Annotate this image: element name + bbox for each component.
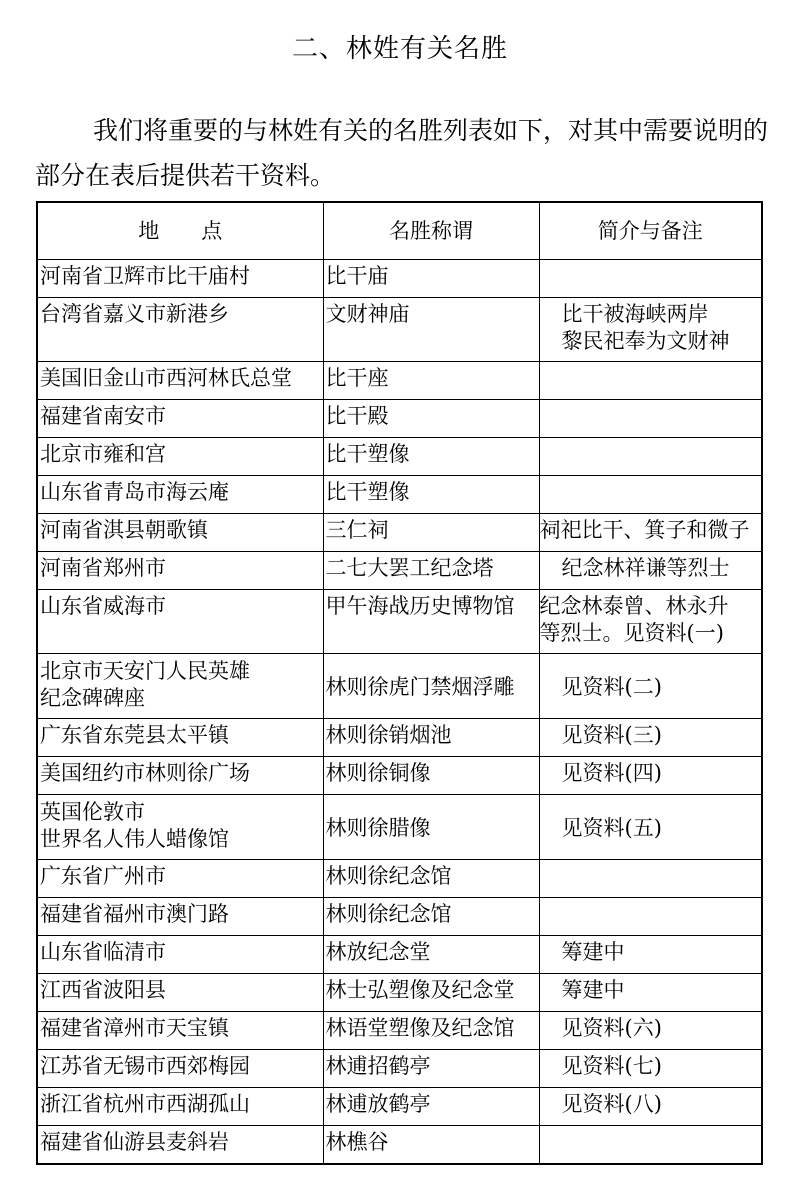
location-line: 山东省临清市 bbox=[40, 940, 166, 964]
cell-site-name: 二七大罢工纪念塔 bbox=[323, 552, 539, 590]
intro-paragraph: 我们将重要的与林姓有关的名胜列表如下，对其中需要说明的部分在表后提供若干资料。 bbox=[35, 116, 769, 190]
location-line: 美国纽约市林则徐广场 bbox=[40, 761, 250, 785]
cell-location bbox=[37, 1012, 323, 1050]
cell-location bbox=[37, 552, 323, 590]
cell-notes bbox=[539, 654, 762, 719]
cell-site-name: 比干殿 bbox=[323, 400, 539, 438]
note-line: 见资料(七) bbox=[561, 1054, 662, 1078]
table-row bbox=[37, 898, 762, 936]
note-line: 见资料(八) bbox=[561, 1092, 662, 1116]
cell-location bbox=[37, 1126, 323, 1165]
cell-site-name: 林则徐腊像 bbox=[323, 795, 539, 860]
location-line: 福建省漳州市天宝镇 bbox=[40, 1016, 229, 1040]
location-line: 浙江省杭州市西湖孤山 bbox=[40, 1092, 250, 1116]
table-row bbox=[37, 936, 762, 974]
cell-notes bbox=[539, 1050, 762, 1088]
cell-location bbox=[37, 936, 323, 974]
note-line: 纪念林泰曾、林永升 bbox=[539, 594, 729, 618]
cell-notes bbox=[539, 898, 762, 936]
cell-site-name: 文财神庙 bbox=[323, 298, 539, 362]
cell-notes bbox=[539, 1088, 762, 1126]
cell-site-name: 林则徐铜像 bbox=[323, 757, 539, 795]
cell-site-name: 比干座 bbox=[323, 362, 539, 400]
cell-location bbox=[37, 514, 323, 552]
cell-site-name: 林则徐虎门禁烟浮雕 bbox=[323, 654, 539, 719]
location-line: 英国伦敦市 bbox=[40, 800, 145, 824]
location-line: 河南省卫辉市比干庙村 bbox=[40, 264, 250, 288]
cell-location bbox=[37, 898, 323, 936]
table-row bbox=[37, 476, 762, 514]
table-row bbox=[37, 757, 762, 795]
cell-location bbox=[37, 438, 323, 476]
cell-site-name: 林樵谷 bbox=[323, 1126, 539, 1165]
cell-notes bbox=[539, 860, 762, 898]
note-line: 见资料(四) bbox=[561, 761, 662, 785]
table-row bbox=[37, 552, 762, 590]
cell-location bbox=[37, 654, 323, 719]
cell-site-name: 林则徐纪念馆 bbox=[323, 898, 539, 936]
location-line: 世界名人伟人蜡像馆 bbox=[40, 827, 229, 851]
cell-notes bbox=[539, 298, 762, 362]
note-line: 见资料(五) bbox=[561, 816, 662, 840]
table-row bbox=[37, 974, 762, 1012]
cell-site-name: 比干庙 bbox=[323, 260, 539, 298]
note-line: 纪念林祥谦等烈士 bbox=[561, 556, 730, 580]
note-line: 筹建中 bbox=[561, 940, 625, 964]
cell-location bbox=[37, 476, 323, 514]
note-line: 见资料(二) bbox=[561, 675, 662, 699]
location-line: 福建省仙游县麦斜岩 bbox=[40, 1130, 229, 1154]
sites-table bbox=[36, 201, 763, 1165]
cell-location bbox=[37, 1088, 323, 1126]
table-row bbox=[37, 400, 762, 438]
table-row bbox=[37, 1050, 762, 1088]
cell-site-name: 林逋放鹤亭 bbox=[323, 1088, 539, 1126]
cell-notes bbox=[539, 260, 762, 298]
table-row bbox=[37, 795, 762, 860]
cell-notes bbox=[539, 552, 762, 590]
location-line: 江西省波阳县 bbox=[40, 978, 166, 1002]
cell-notes bbox=[539, 1126, 762, 1165]
cell-location bbox=[37, 1050, 323, 1088]
cell-notes bbox=[539, 438, 762, 476]
table-row bbox=[37, 1126, 762, 1165]
cell-notes bbox=[539, 1012, 762, 1050]
cell-location bbox=[37, 260, 323, 298]
cell-site-name: 比干塑像 bbox=[323, 438, 539, 476]
location-line: 广东省东莞县太平镇 bbox=[40, 723, 229, 747]
table-row bbox=[37, 514, 762, 552]
note-line: 见资料(三) bbox=[561, 723, 662, 747]
cell-location bbox=[37, 362, 323, 400]
cell-notes bbox=[539, 936, 762, 974]
cell-location bbox=[37, 974, 323, 1012]
table-header-row bbox=[37, 202, 762, 260]
cell-notes bbox=[539, 514, 762, 552]
cell-site-name: 林则徐销烟池 bbox=[323, 719, 539, 757]
table-row bbox=[37, 590, 762, 654]
header-notes: 简介与备注 bbox=[539, 202, 762, 260]
location-line: 北京市雍和宫 bbox=[40, 442, 166, 466]
location-line: 山东省威海市 bbox=[40, 594, 166, 618]
header-location: 地 点 bbox=[37, 202, 323, 260]
cell-location bbox=[37, 719, 323, 757]
note-line: 等烈士。见资料(一) bbox=[539, 621, 724, 645]
cell-location bbox=[37, 757, 323, 795]
table-body bbox=[37, 260, 762, 1165]
cell-location bbox=[37, 860, 323, 898]
table-row bbox=[37, 860, 762, 898]
location-line: 河南省郑州市 bbox=[40, 556, 166, 580]
location-line: 北京市天安门人民英雄 bbox=[40, 659, 250, 683]
cell-location bbox=[37, 400, 323, 438]
table-row bbox=[37, 438, 762, 476]
cell-site-name: 三仁祠 bbox=[323, 514, 539, 552]
location-line: 福建省福州市澳门路 bbox=[40, 902, 229, 926]
cell-site-name: 甲午海战历史博物馆 bbox=[323, 590, 539, 654]
cell-notes bbox=[539, 476, 762, 514]
cell-site-name: 林士弘塑像及纪念堂 bbox=[323, 974, 539, 1012]
cell-notes bbox=[539, 757, 762, 795]
table-row bbox=[37, 260, 762, 298]
location-line: 广东省广州市 bbox=[40, 864, 166, 888]
location-line: 河南省淇县朝歌镇 bbox=[40, 518, 208, 542]
cell-site-name: 林则徐纪念馆 bbox=[323, 860, 539, 898]
table-row bbox=[37, 1012, 762, 1050]
cell-notes bbox=[539, 362, 762, 400]
location-line: 纪念碑碑座 bbox=[40, 686, 145, 710]
table-row bbox=[37, 654, 762, 719]
cell-location bbox=[37, 795, 323, 860]
location-line: 江苏省无锡市西郊梅园 bbox=[40, 1054, 250, 1078]
location-line: 福建省南安市 bbox=[40, 404, 166, 428]
cell-site-name: 林逋招鹤亭 bbox=[323, 1050, 539, 1088]
header-site-name: 名胜称谓 bbox=[323, 202, 539, 260]
cell-notes bbox=[539, 719, 762, 757]
cell-notes bbox=[539, 590, 762, 654]
table-row bbox=[37, 1088, 762, 1126]
table-row bbox=[37, 719, 762, 757]
cell-notes bbox=[539, 400, 762, 438]
cell-notes bbox=[539, 974, 762, 1012]
note-line: 见资料(六) bbox=[561, 1016, 662, 1040]
cell-location bbox=[37, 590, 323, 654]
location-line: 台湾省嘉义市新港乡 bbox=[40, 302, 229, 326]
note-line: 黎民祀奉为文财神 bbox=[561, 329, 730, 353]
note-line: 祠祀比干、箕子和微子 bbox=[539, 518, 750, 542]
page-title: 二、林姓有关名胜 bbox=[291, 34, 508, 64]
cell-location bbox=[37, 298, 323, 362]
note-line: 筹建中 bbox=[561, 978, 625, 1002]
cell-site-name: 林语堂塑像及纪念馆 bbox=[323, 1012, 539, 1050]
location-line: 美国旧金山市西河林氏总堂 bbox=[40, 366, 292, 390]
table-row bbox=[37, 362, 762, 400]
cell-site-name: 比干塑像 bbox=[323, 476, 539, 514]
cell-site-name: 林放纪念堂 bbox=[323, 936, 539, 974]
cell-notes bbox=[539, 795, 762, 860]
note-line: 比干被海峡两岸 bbox=[561, 302, 709, 326]
table-row bbox=[37, 298, 762, 362]
location-line: 山东省青岛市海云庵 bbox=[40, 480, 229, 504]
